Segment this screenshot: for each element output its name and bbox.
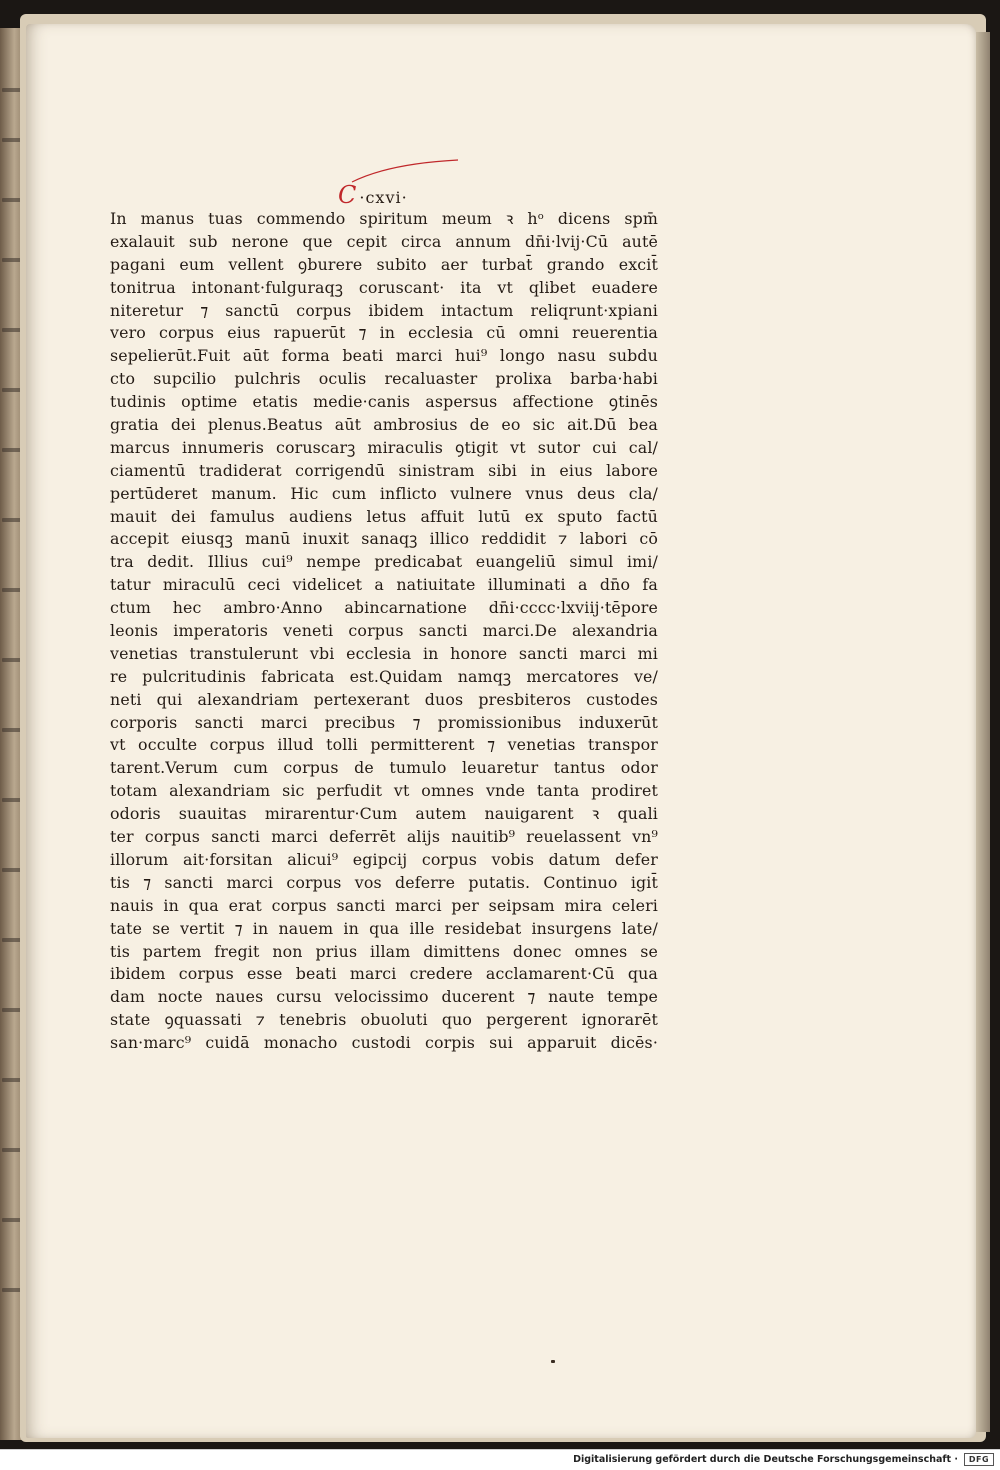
- text-line: [110, 734, 658, 757]
- funding-credit: Digitalisierung gefördert durch die Deutsche Forschungsgemeinschaft ·: [573, 1454, 958, 1465]
- line-text: venetias transtulerunt vbi ecclesia in honore sancti marci mi: [110, 643, 658, 663]
- text-line: [110, 460, 658, 483]
- folio-number: [338, 180, 408, 210]
- line-text: illorum ait·forsitan alicui⁹ egipcij corpus vobis datum defer: [110, 849, 658, 869]
- text-line: [110, 1009, 658, 1032]
- line-text: exalauit sub nerone que cepit circa annum dn̄i·lvij·Cū autē: [110, 231, 658, 251]
- line-text: tonitrua intonant·fulguraqꝫ coruscant· ita vt qlibet euadere: [110, 277, 658, 297]
- line-text: totam alexandriam sic perfudit vt omnes vnde tanta prodiret: [110, 781, 658, 801]
- text-line: [110, 712, 658, 735]
- line-text: ctum hec ambro·Anno abincarnatione dn̄i·cccc·lxviij·tēpore: [110, 598, 658, 618]
- line-text: tarent.Verum cum corpus de tumulo leuaretur tantus odor: [110, 758, 658, 778]
- line-text: state ꝯquassati ⁊ tenebris obuoluti quo pergerent ignorarēt: [110, 1010, 658, 1030]
- line-text: tis partem fregit non prius illam dimittens donec omnes se: [110, 941, 658, 961]
- line-text: tudinis optime etatis medie·canis aspersus affectione ꝯtinēs: [110, 392, 658, 412]
- text-line: [110, 391, 658, 414]
- text-line: [110, 300, 658, 323]
- text-line: [110, 666, 658, 689]
- line-text: ciamentū tradiderat corrigendū sinistram sibi in eius labore: [110, 460, 658, 480]
- text-line: [110, 689, 658, 712]
- text-line: [110, 1032, 658, 1055]
- folio-rubric-mark: C: [338, 181, 358, 209]
- line-text: tra dedit. Illius cui⁹ nempe predicabat euangeliū simul imi/: [110, 552, 658, 572]
- line-text: vero corpus eius rapuerūt ⁊ in ecclesia cū omni reuerentia: [110, 323, 658, 343]
- text-line: [110, 322, 658, 345]
- line-text: sepelierūt.Fuit aūt forma beati marci hui⁹ longo nasu subdu: [110, 346, 658, 366]
- ink-spot: [551, 1360, 555, 1363]
- text-line: [110, 597, 658, 620]
- text-line: [110, 849, 658, 872]
- folio-roman-numeral: ·cxvi·: [359, 188, 408, 207]
- line-text: vt occulte corpus illud tolli permitterent ⁊ venetias transpor: [110, 735, 658, 755]
- text-line: [110, 780, 658, 803]
- text-line: [110, 345, 658, 368]
- text-line: [110, 826, 658, 849]
- text-line: [110, 963, 658, 986]
- text-line: [110, 208, 658, 231]
- text-line: [110, 506, 658, 529]
- text-line: [110, 620, 658, 643]
- line-text: ibidem corpus esse beati marci credere acclamarent·Cū qua: [110, 964, 658, 984]
- line-text: tate se vertit ⁊ in nauem in qua ille residebat insurgens late/: [110, 918, 658, 938]
- line-text: neti qui alexandriam pertexerant duos presbiteros custodes: [110, 689, 658, 709]
- line-text: leonis imperatoris veneti corpus sancti marci.De alexandria: [110, 621, 658, 641]
- line-text: tatur miraculū ceci videlicet a natiuitate illuminati a dn̄o fa: [110, 575, 658, 595]
- line-text: accepit eiusqꝫ manū inuxit sanaqꝫ illico reddidit ⁊ labori cō: [110, 529, 658, 549]
- text-line: [110, 941, 658, 964]
- line-text: nauis in qua erat corpus sancti marci per seipsam mira celeri: [110, 895, 658, 915]
- line-text: cto supcilio pulchris oculis recaluaster prolixa barba·habi: [110, 369, 658, 389]
- text-line: [110, 551, 658, 574]
- dfg-logo: DFG: [964, 1453, 994, 1466]
- line-text: pertūderet manum. Hic cum inflicto vulnere vnus deus cla/: [110, 483, 658, 503]
- text-line: [110, 528, 658, 551]
- line-text: corporis sancti marci precibus ⁊ promissionibus induxerūt: [110, 712, 658, 732]
- text-line: [110, 918, 658, 941]
- text-line: [110, 437, 658, 460]
- line-text: odoris suauitas mirarentur·Cum autem nauigarent ꝛ quali: [110, 804, 658, 824]
- line-text: mauit dei famulus audiens letus affuit lutū ex sputo factū: [110, 506, 658, 526]
- text-line: [110, 254, 658, 277]
- line-text: niteretur ⁊ sanctū corpus ibidem intactum reliqrunt·xpiani: [110, 300, 658, 320]
- line-text: dam nocte naues cursu velocissimo ducerent ⁊ naute tempe: [110, 987, 658, 1007]
- line-text: re pulcritudinis fabricata est.Quidam namqꝫ mercatores ve/: [110, 666, 658, 686]
- text-line: [110, 872, 658, 895]
- line-text: marcus innumeris coruscarꝫ miraculis ꝯtigit vt sutor cui cal/: [110, 437, 658, 457]
- line-text: gratia dei plenus.Beatus aūt ambrosius de eo sic ait.Dū bea: [110, 415, 658, 435]
- text-line: [110, 231, 658, 254]
- text-line: [110, 277, 658, 300]
- text-line: [110, 895, 658, 918]
- footer-bar: [0, 1449, 1000, 1470]
- text-line: [110, 986, 658, 1009]
- text-line: [110, 803, 658, 826]
- text-line: [110, 574, 658, 597]
- line-text: tis ⁊ sancti marci corpus vos deferre putatis. Continuo igit̄: [110, 872, 658, 892]
- text-line: [110, 483, 658, 506]
- line-text: ter corpus sancti marci deferrēt alijs nauitib⁹ reuelassent vn⁹: [110, 827, 658, 847]
- line-text: In manus tuas commendo spiritum meum ꝛ hᵒ dicens spm̄: [110, 209, 658, 228]
- text-line: [110, 368, 658, 391]
- right-page-edge: [976, 32, 990, 1432]
- text-line: [110, 414, 658, 437]
- text-column: [110, 208, 658, 1055]
- line-text: san·marc⁹ cuidā monacho custodi corpis sui apparuit dicēs·: [110, 1033, 658, 1053]
- line-text: pagani eum vellent ꝯburere subito aer turbat̄ grando excit̄: [110, 254, 658, 274]
- text-line: [110, 643, 658, 666]
- text-line: [110, 757, 658, 780]
